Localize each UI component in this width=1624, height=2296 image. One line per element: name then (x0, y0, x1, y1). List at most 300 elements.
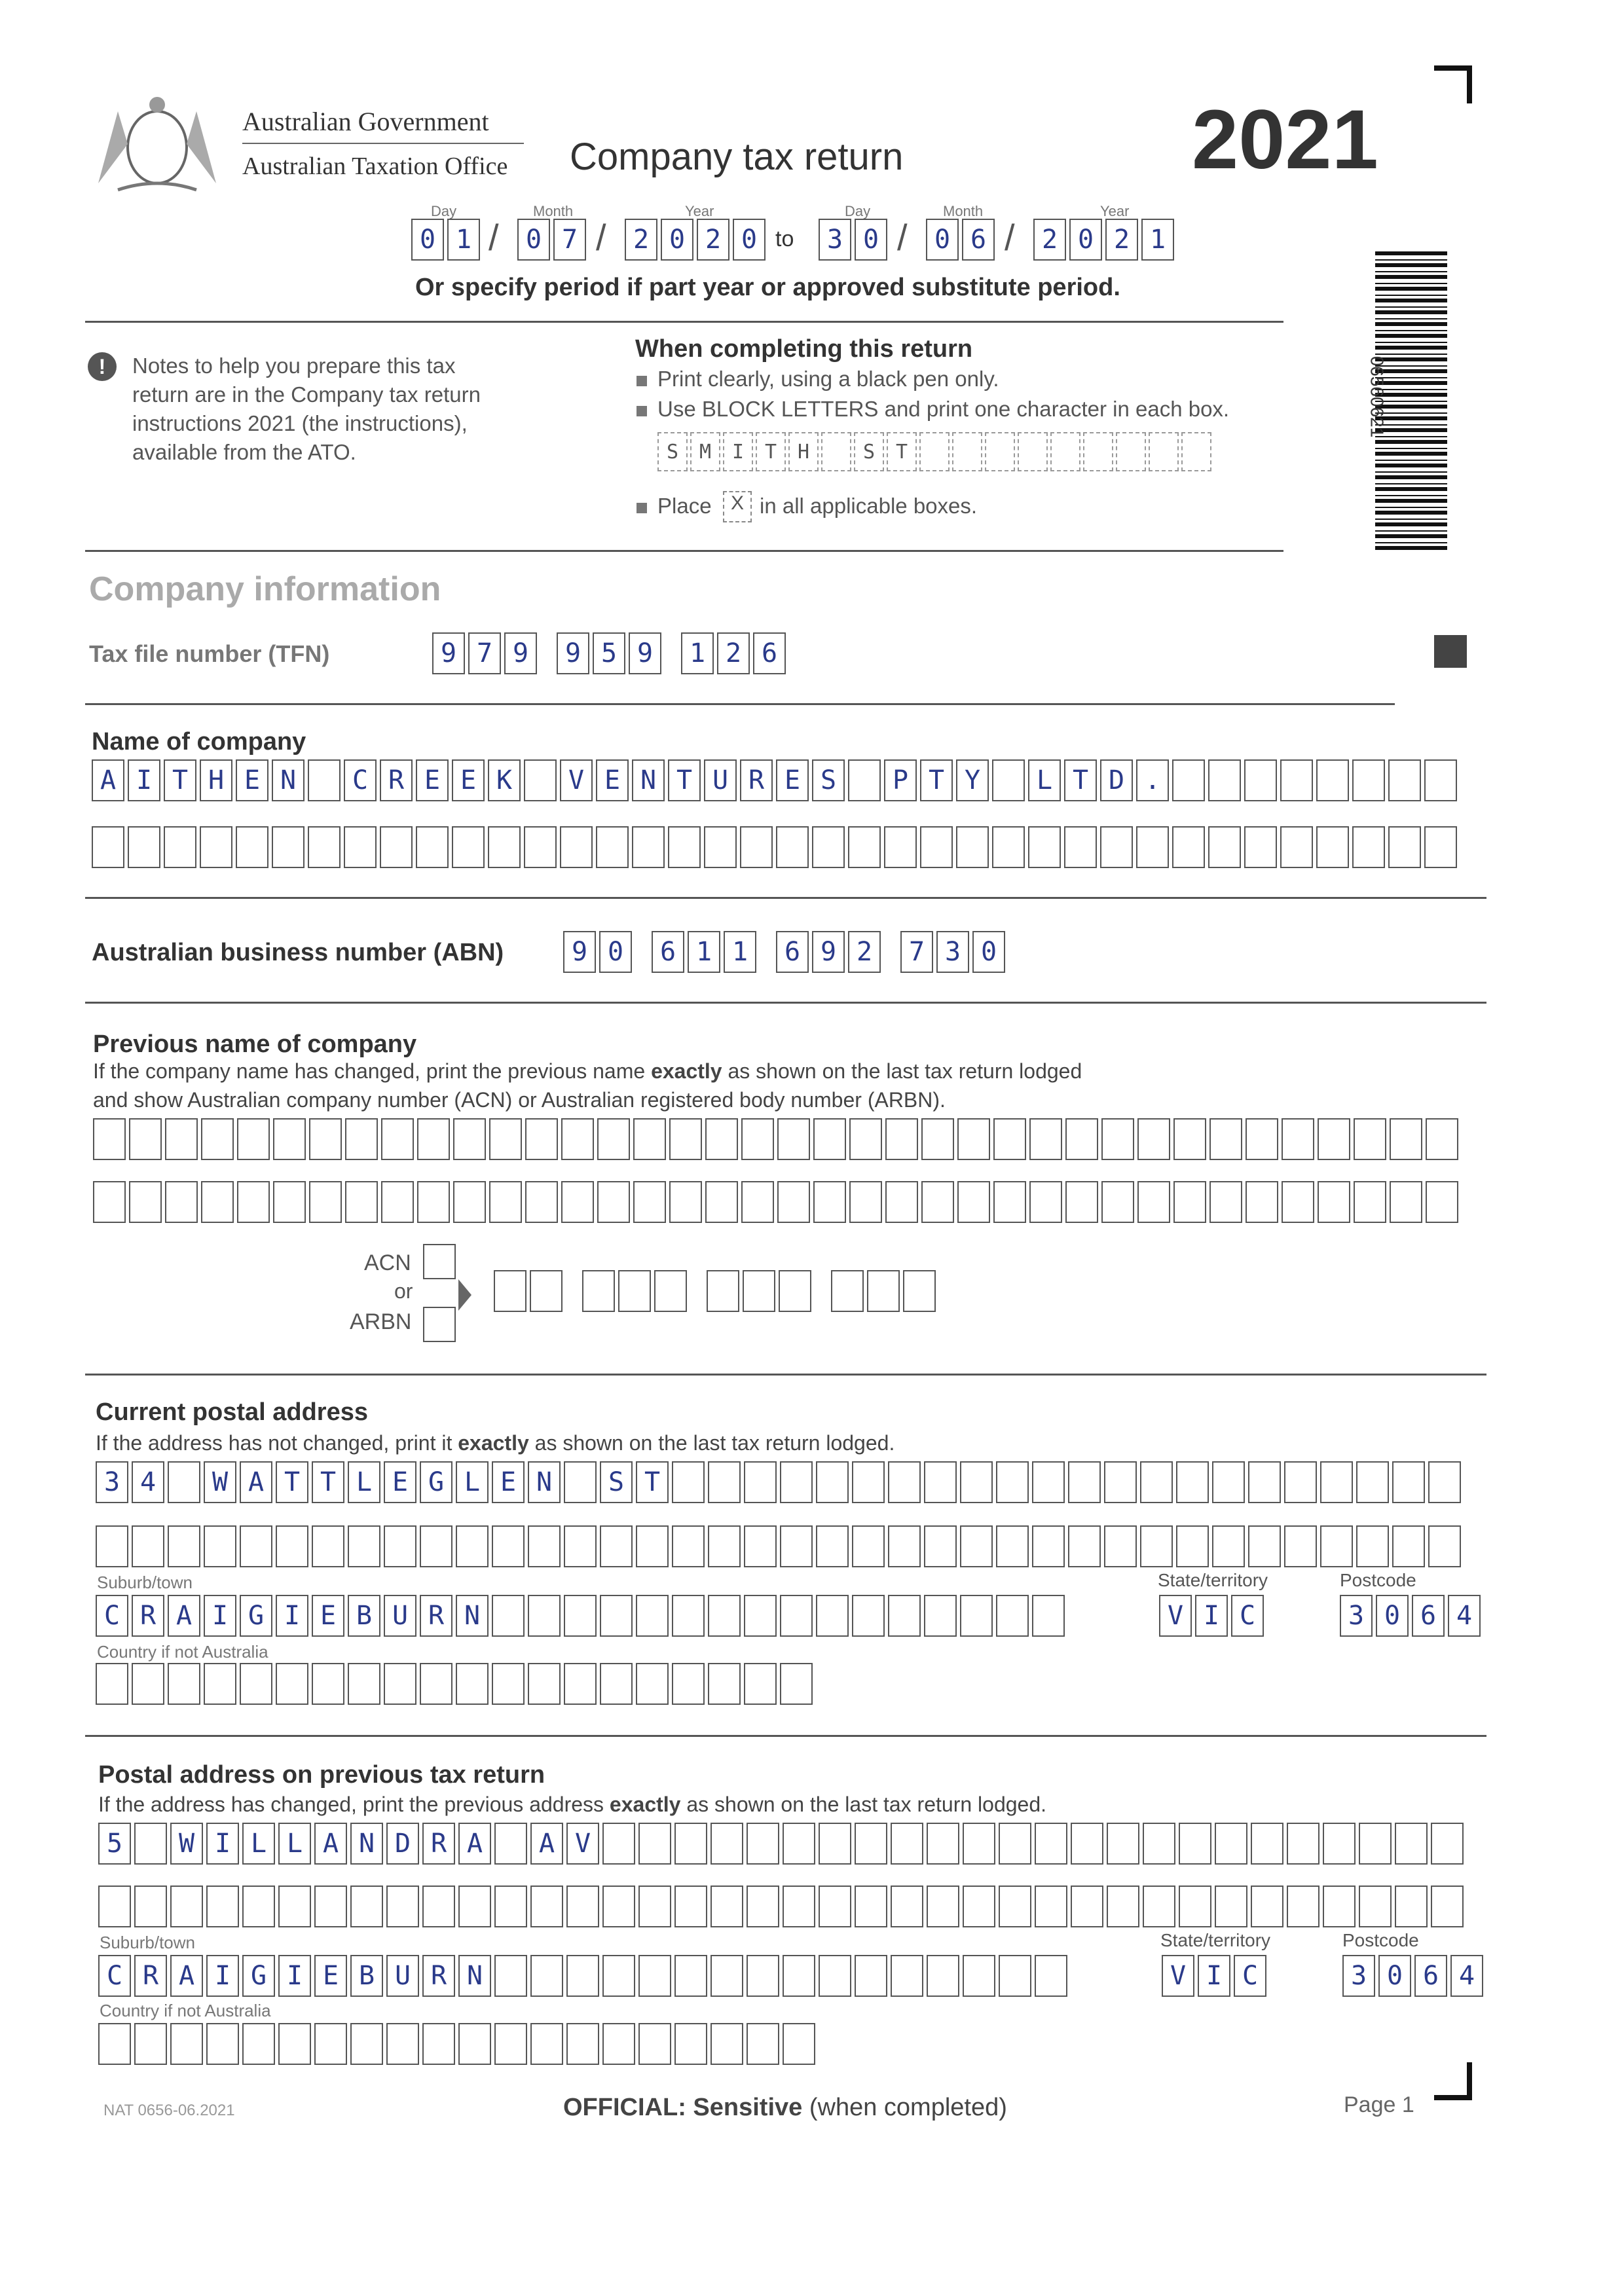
character-box[interactable] (888, 1595, 921, 1637)
character-box[interactable]: E (596, 759, 629, 801)
character-box[interactable] (780, 1663, 813, 1705)
character-box[interactable] (819, 1886, 851, 1927)
character-box[interactable] (672, 1461, 705, 1503)
character-box[interactable]: 2 (717, 632, 750, 674)
character-box[interactable] (1064, 826, 1097, 868)
character-box[interactable] (1318, 1181, 1350, 1223)
character-box[interactable] (672, 1663, 705, 1705)
character-box[interactable] (93, 1181, 126, 1223)
character-box[interactable]: W (204, 1461, 236, 1503)
character-box[interactable] (597, 1181, 630, 1223)
character-box[interactable] (1100, 826, 1133, 868)
character-box[interactable] (308, 759, 341, 801)
character-box[interactable] (1173, 1118, 1206, 1160)
character-box[interactable] (1428, 1525, 1461, 1567)
character-box[interactable] (488, 826, 521, 868)
character-box[interactable] (278, 1886, 311, 1927)
character-box[interactable] (960, 1595, 993, 1637)
character-box[interactable] (638, 2023, 671, 2065)
character-box[interactable]: U (386, 1955, 419, 1997)
character-box[interactable]: B (350, 1955, 383, 1997)
character-box[interactable] (963, 1955, 995, 1997)
character-box[interactable] (636, 1595, 669, 1637)
character-box[interactable] (816, 1461, 849, 1503)
character-box[interactable] (632, 826, 665, 868)
character-box[interactable] (903, 1270, 936, 1312)
previous-address-line-2[interactable] (98, 1886, 1467, 1927)
character-box[interactable] (386, 2023, 419, 2065)
character-box[interactable]: A (168, 1595, 200, 1637)
character-box[interactable] (783, 2023, 815, 2065)
character-box[interactable] (638, 1823, 671, 1865)
character-box[interactable] (1071, 1886, 1103, 1927)
character-box[interactable]: 0 (1378, 1955, 1411, 1997)
character-box[interactable]: G (242, 1955, 275, 1997)
character-box[interactable]: A (170, 1955, 203, 1997)
character-box[interactable] (744, 1595, 777, 1637)
period-to-month[interactable] (926, 219, 998, 261)
character-box[interactable] (1179, 1823, 1211, 1865)
character-box[interactable] (668, 826, 701, 868)
character-box[interactable] (1323, 1886, 1356, 1927)
character-box[interactable]: 5 (98, 1823, 131, 1865)
digit-box[interactable]: 0 (411, 219, 444, 261)
character-box[interactable]: T (276, 1461, 308, 1503)
character-box[interactable] (164, 826, 196, 868)
character-box[interactable] (852, 1595, 885, 1637)
character-box[interactable] (1173, 1181, 1206, 1223)
character-box[interactable]: I (128, 759, 160, 801)
character-box[interactable] (564, 1461, 597, 1503)
character-box[interactable]: I (278, 1955, 311, 1997)
character-box[interactable] (494, 1823, 527, 1865)
character-box[interactable] (494, 2023, 527, 2065)
character-box[interactable] (530, 2023, 563, 2065)
character-box[interactable] (813, 1181, 846, 1223)
character-box[interactable]: 1 (681, 632, 714, 674)
character-box[interactable] (1101, 1118, 1134, 1160)
character-box[interactable] (602, 1955, 635, 1997)
character-box[interactable] (1244, 826, 1277, 868)
character-box[interactable]: E (776, 759, 809, 801)
character-box[interactable]: G (240, 1595, 272, 1637)
character-box[interactable] (168, 1461, 200, 1503)
character-box[interactable]: L (1028, 759, 1061, 801)
tfn-boxes[interactable] (432, 632, 789, 674)
character-box[interactable]: 4 (1450, 1955, 1483, 1997)
character-box[interactable] (747, 2023, 779, 2065)
character-box[interactable] (276, 1525, 308, 1567)
character-box[interactable] (1140, 1461, 1173, 1503)
character-box[interactable] (308, 826, 341, 868)
character-box[interactable] (674, 2023, 707, 2065)
digit-box[interactable]: 0 (661, 219, 693, 261)
character-box[interactable] (1137, 1118, 1170, 1160)
character-box[interactable] (708, 1595, 741, 1637)
character-box[interactable] (452, 826, 485, 868)
character-box[interactable] (1356, 1525, 1389, 1567)
character-box[interactable] (1208, 759, 1241, 801)
previous-suburb-boxes[interactable] (98, 1955, 1071, 1997)
character-box[interactable] (1068, 1525, 1101, 1567)
character-box[interactable]: 3 (936, 931, 969, 973)
character-box[interactable] (1107, 1823, 1139, 1865)
character-box[interactable] (780, 1525, 813, 1567)
character-box[interactable] (344, 826, 377, 868)
character-box[interactable] (672, 1595, 705, 1637)
character-box[interactable] (530, 1270, 563, 1312)
character-box[interactable] (744, 1461, 777, 1503)
character-box[interactable] (273, 1118, 306, 1160)
character-box[interactable] (314, 1886, 347, 1927)
character-box[interactable] (525, 1181, 558, 1223)
character-box[interactable] (345, 1118, 378, 1160)
company-name-line-2[interactable] (92, 826, 1460, 868)
character-box[interactable] (1280, 826, 1313, 868)
character-box[interactable] (458, 2023, 491, 2065)
character-box[interactable] (1209, 1181, 1242, 1223)
character-box[interactable]: N (350, 1823, 383, 1865)
character-box[interactable]: 5 (593, 632, 625, 674)
character-box[interactable] (134, 1886, 167, 1927)
character-box[interactable] (849, 1181, 882, 1223)
character-box[interactable]: P (884, 759, 917, 801)
character-box[interactable] (1032, 1595, 1065, 1637)
character-box[interactable] (1395, 1886, 1428, 1927)
character-box[interactable]: R (134, 1955, 167, 1997)
character-box[interactable] (1035, 1886, 1067, 1927)
character-box[interactable] (600, 1525, 633, 1567)
character-box[interactable] (1284, 1525, 1317, 1567)
character-box[interactable]: 6 (776, 931, 809, 973)
character-box[interactable] (848, 826, 881, 868)
character-box[interactable]: R (380, 759, 413, 801)
character-box[interactable] (848, 759, 881, 801)
character-box[interactable] (1395, 1823, 1428, 1865)
character-box[interactable] (1107, 1886, 1139, 1927)
character-box[interactable] (1356, 1461, 1389, 1503)
digit-box[interactable]: 0 (733, 219, 766, 261)
character-box[interactable] (777, 1181, 810, 1223)
character-box[interactable] (960, 1461, 993, 1503)
character-box[interactable]: I (204, 1595, 236, 1637)
character-box[interactable] (384, 1525, 416, 1567)
character-box[interactable] (1280, 759, 1313, 801)
character-box[interactable] (992, 826, 1025, 868)
character-box[interactable] (849, 1118, 882, 1160)
character-box[interactable] (710, 1955, 743, 1997)
character-box[interactable] (453, 1118, 486, 1160)
character-box[interactable] (1140, 1525, 1173, 1567)
character-box[interactable] (582, 1270, 615, 1312)
character-box[interactable] (309, 1181, 342, 1223)
character-box[interactable] (236, 826, 268, 868)
character-box[interactable]: N (632, 759, 665, 801)
character-box[interactable] (747, 1955, 779, 1997)
character-box[interactable] (1390, 1181, 1422, 1223)
character-box[interactable]: N (272, 759, 304, 801)
character-box[interactable] (560, 826, 593, 868)
character-box[interactable]: C (96, 1595, 128, 1637)
character-box[interactable] (705, 1118, 738, 1160)
arbn-checkbox[interactable] (423, 1307, 456, 1342)
character-box[interactable] (1316, 759, 1349, 801)
character-box[interactable]: Y (956, 759, 989, 801)
character-box[interactable] (1424, 826, 1457, 868)
character-box[interactable] (381, 1118, 414, 1160)
character-box[interactable] (1068, 1461, 1101, 1503)
character-box[interactable]: T (1064, 759, 1097, 801)
digit-box[interactable]: 2 (1105, 219, 1138, 261)
character-box[interactable]: L (242, 1823, 275, 1865)
character-box[interactable] (170, 1886, 203, 1927)
character-box[interactable] (710, 1823, 743, 1865)
character-box[interactable]: E (236, 759, 268, 801)
character-box[interactable]: R (420, 1595, 452, 1637)
character-box[interactable] (1426, 1181, 1458, 1223)
character-box[interactable] (885, 1181, 918, 1223)
character-box[interactable] (1104, 1461, 1137, 1503)
previous-state-boxes[interactable] (1162, 1955, 1270, 1997)
character-box[interactable] (633, 1181, 666, 1223)
character-box[interactable] (1282, 1118, 1314, 1160)
character-box[interactable] (747, 1823, 779, 1865)
character-box[interactable] (350, 2023, 383, 2065)
character-box[interactable] (996, 1461, 1029, 1503)
character-box[interactable] (1359, 1886, 1392, 1927)
character-box[interactable] (201, 1181, 234, 1223)
current-postcode-boxes[interactable] (1340, 1595, 1484, 1637)
character-box[interactable] (456, 1525, 489, 1567)
character-box[interactable] (170, 2023, 203, 2065)
character-box[interactable] (422, 1886, 455, 1927)
character-box[interactable]: W (170, 1823, 203, 1865)
character-box[interactable] (165, 1181, 198, 1223)
character-box[interactable]: E (384, 1461, 416, 1503)
character-box[interactable] (492, 1525, 525, 1567)
character-box[interactable] (596, 826, 629, 868)
character-box[interactable]: I (276, 1595, 308, 1637)
character-box[interactable] (777, 1118, 810, 1160)
character-box[interactable] (564, 1595, 597, 1637)
character-box[interactable] (602, 1823, 635, 1865)
character-box[interactable] (669, 1118, 702, 1160)
character-box[interactable] (566, 1955, 599, 1997)
character-box[interactable]: E (314, 1955, 347, 1997)
current-suburb-boxes[interactable] (96, 1595, 1068, 1637)
character-box[interactable]: 3 (96, 1461, 128, 1503)
character-box[interactable]: S (812, 759, 845, 801)
character-box[interactable] (492, 1595, 525, 1637)
character-box[interactable] (783, 1823, 815, 1865)
character-box[interactable] (96, 1525, 128, 1567)
character-box[interactable] (740, 826, 773, 868)
character-box[interactable] (1101, 1181, 1134, 1223)
character-box[interactable]: 7 (900, 931, 933, 973)
character-box[interactable]: 9 (504, 632, 537, 674)
character-box[interactable]: 2 (848, 931, 881, 973)
character-box[interactable]: D (386, 1823, 419, 1865)
character-box[interactable] (1388, 826, 1421, 868)
character-box[interactable] (93, 1118, 126, 1160)
character-box[interactable] (134, 1823, 167, 1865)
character-box[interactable] (528, 1525, 561, 1567)
character-box[interactable] (638, 1886, 671, 1927)
character-box[interactable] (1287, 1823, 1320, 1865)
character-box[interactable] (494, 1886, 527, 1927)
character-box[interactable] (891, 1823, 923, 1865)
character-box[interactable] (272, 826, 304, 868)
character-box[interactable]: C (98, 1955, 131, 1997)
character-box[interactable] (1284, 1461, 1317, 1503)
character-box[interactable] (204, 1525, 236, 1567)
character-box[interactable] (129, 1181, 162, 1223)
character-box[interactable] (561, 1181, 594, 1223)
character-box[interactable] (884, 826, 917, 868)
character-box[interactable] (819, 1823, 851, 1865)
previous-name-line-1[interactable] (93, 1118, 1462, 1160)
character-box[interactable] (240, 1525, 272, 1567)
character-box[interactable]: 6 (753, 632, 786, 674)
character-box[interactable] (1320, 1525, 1353, 1567)
character-box[interactable] (458, 1886, 491, 1927)
character-box[interactable]: V (1162, 1955, 1194, 1997)
character-box[interactable]: V (1159, 1595, 1192, 1637)
character-box[interactable] (566, 2023, 599, 2065)
character-box[interactable] (489, 1181, 522, 1223)
character-box[interactable] (530, 1955, 563, 1997)
character-box[interactable] (999, 1823, 1031, 1865)
character-box[interactable] (1318, 1118, 1350, 1160)
character-box[interactable] (1028, 826, 1061, 868)
character-box[interactable]: G (420, 1461, 452, 1503)
character-box[interactable] (1282, 1181, 1314, 1223)
period-from-day[interactable] (411, 219, 483, 261)
character-box[interactable] (492, 1663, 525, 1705)
character-box[interactable] (602, 1886, 635, 1927)
character-box[interactable]: R (422, 1955, 455, 1997)
character-box[interactable]: L (278, 1823, 311, 1865)
character-box[interactable] (314, 2023, 347, 2065)
character-box[interactable] (312, 1525, 344, 1567)
character-box[interactable] (237, 1181, 270, 1223)
character-box[interactable] (602, 2023, 635, 2065)
character-box[interactable]: 7 (468, 632, 501, 674)
digit-box[interactable]: 0 (517, 219, 550, 261)
character-box[interactable] (1029, 1118, 1062, 1160)
character-box[interactable] (528, 1663, 561, 1705)
character-box[interactable] (669, 1181, 702, 1223)
digit-box[interactable]: 2 (697, 219, 729, 261)
character-box[interactable] (1431, 1886, 1464, 1927)
current-state-boxes[interactable] (1159, 1595, 1267, 1637)
character-box[interactable] (813, 1118, 846, 1160)
character-box[interactable] (710, 1886, 743, 1927)
acn-arbn-boxes[interactable] (494, 1270, 939, 1312)
character-box[interactable] (888, 1461, 921, 1503)
character-box[interactable]: A (314, 1823, 347, 1865)
character-box[interactable] (597, 1118, 630, 1160)
character-box[interactable] (1065, 1181, 1098, 1223)
character-box[interactable]: T (668, 759, 701, 801)
character-box[interactable] (1390, 1118, 1422, 1160)
character-box[interactable] (1137, 1181, 1170, 1223)
character-box[interactable]: . (1136, 759, 1169, 801)
character-box[interactable] (993, 1118, 1026, 1160)
character-box[interactable]: A (458, 1823, 491, 1865)
character-box[interactable] (1287, 1886, 1320, 1927)
character-box[interactable] (852, 1525, 885, 1567)
character-box[interactable] (674, 1823, 707, 1865)
character-box[interactable] (999, 1955, 1031, 1997)
character-box[interactable] (924, 1461, 957, 1503)
digit-box[interactable]: 1 (447, 219, 480, 261)
character-box[interactable] (1392, 1525, 1425, 1567)
character-box[interactable]: L (348, 1461, 380, 1503)
character-box[interactable]: R (740, 759, 773, 801)
character-box[interactable] (561, 1118, 594, 1160)
character-box[interactable] (956, 826, 989, 868)
character-box[interactable] (1212, 1525, 1245, 1567)
character-box[interactable] (636, 1663, 669, 1705)
character-box[interactable] (1251, 1886, 1283, 1927)
character-box[interactable] (201, 1118, 234, 1160)
character-box[interactable] (237, 1118, 270, 1160)
character-box[interactable] (1354, 1181, 1386, 1223)
character-box[interactable] (494, 1955, 527, 1997)
character-box[interactable]: I (1198, 1955, 1230, 1997)
character-box[interactable] (1359, 1823, 1392, 1865)
character-box[interactable] (960, 1525, 993, 1567)
character-box[interactable] (708, 1525, 741, 1567)
character-box[interactable] (206, 2023, 239, 2065)
character-box[interactable]: U (384, 1595, 416, 1637)
character-box[interactable] (780, 1595, 813, 1637)
character-box[interactable] (999, 1886, 1031, 1927)
character-box[interactable] (96, 1663, 128, 1705)
character-box[interactable] (381, 1181, 414, 1223)
character-box[interactable]: A (530, 1823, 563, 1865)
character-box[interactable] (741, 1118, 774, 1160)
character-box[interactable] (618, 1270, 651, 1312)
character-box[interactable] (168, 1525, 200, 1567)
character-box[interactable] (489, 1118, 522, 1160)
character-box[interactable] (1426, 1118, 1458, 1160)
character-box[interactable] (384, 1663, 416, 1705)
character-box[interactable] (705, 1181, 738, 1223)
character-box[interactable] (927, 1823, 959, 1865)
period-to-day[interactable] (819, 219, 891, 261)
character-box[interactable]: T (164, 759, 196, 801)
character-box[interactable]: 3 (1342, 1955, 1375, 1997)
character-box[interactable]: 9 (629, 632, 661, 674)
character-box[interactable] (165, 1118, 198, 1160)
character-box[interactable] (350, 1886, 383, 1927)
character-box[interactable] (816, 1525, 849, 1567)
character-box[interactable] (524, 759, 557, 801)
character-box[interactable]: H (200, 759, 232, 801)
character-box[interactable] (1179, 1886, 1211, 1927)
character-box[interactable]: 6 (1414, 1955, 1447, 1997)
character-box[interactable] (1035, 1955, 1067, 1997)
character-box[interactable] (92, 826, 124, 868)
previous-name-line-2[interactable] (93, 1181, 1462, 1223)
period-to-year[interactable] (1033, 219, 1177, 261)
character-box[interactable]: 0 (972, 931, 1005, 973)
character-box[interactable] (636, 1525, 669, 1567)
current-address-line-1[interactable] (96, 1461, 1464, 1503)
character-box[interactable] (348, 1663, 380, 1705)
